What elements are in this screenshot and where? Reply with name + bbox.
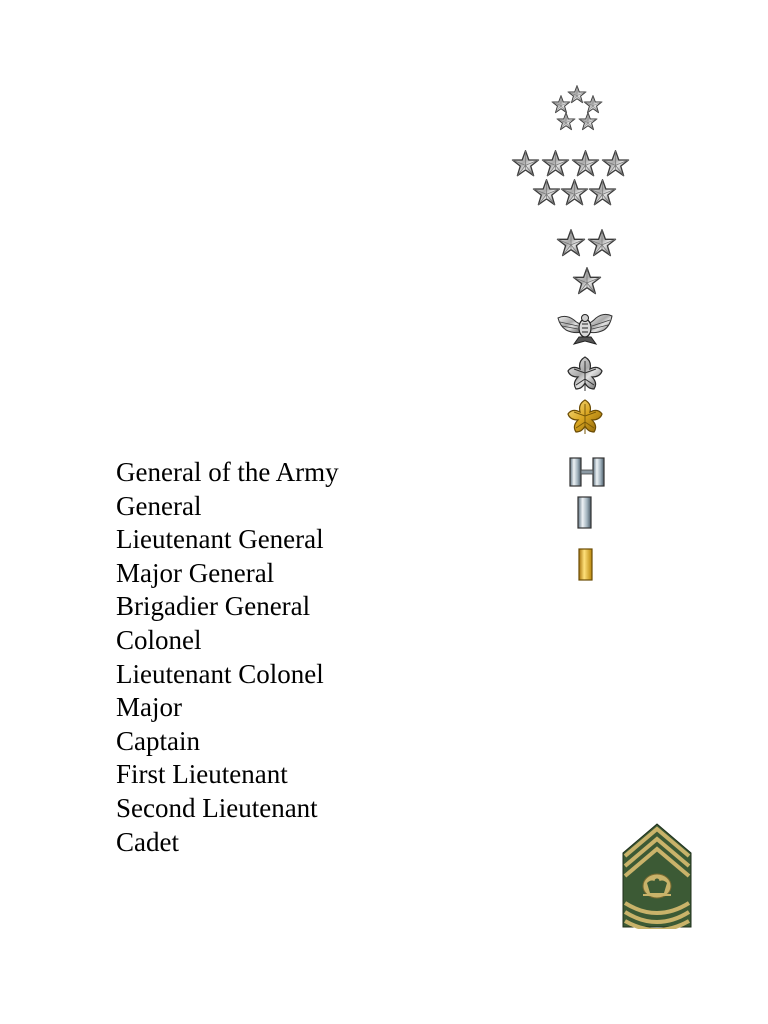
two-stars-insignia-icon (554, 227, 620, 259)
rank-item: Lieutenant General (116, 524, 324, 555)
rank-item: General (116, 490, 202, 521)
sergeant-major-chevron-insignia-icon (622, 823, 692, 929)
two-silver-bars-insignia-icon (568, 457, 606, 487)
rank-item: General of the Army (116, 457, 339, 487)
one-star-insignia-icon (570, 265, 604, 299)
rank-item: Captain (116, 725, 200, 756)
rank-item: Cadet (116, 826, 179, 857)
gold-oak-leaf-insignia-icon (564, 398, 606, 438)
eagle-insignia-icon (556, 310, 614, 346)
two-rows-of-stars-insignia-icon (508, 149, 636, 211)
one-silver-bar-insignia-icon (576, 496, 594, 530)
silver-oak-leaf-insignia-icon (564, 355, 606, 395)
rank-item: Second Lieutenant (116, 792, 318, 823)
rank-item: Major (116, 692, 182, 723)
rank-list (116, 456, 339, 859)
one-gold-bar-insignia-icon (577, 548, 595, 582)
five-star-pentagon-insignia-icon (548, 84, 606, 136)
rank-item: Colonel (116, 624, 202, 655)
rank-item: Lieutenant Colonel (116, 658, 324, 689)
rank-item: Major General (116, 557, 275, 588)
rank-item: Brigadier General (116, 591, 311, 622)
rank-item: First Lieutenant (116, 759, 288, 790)
